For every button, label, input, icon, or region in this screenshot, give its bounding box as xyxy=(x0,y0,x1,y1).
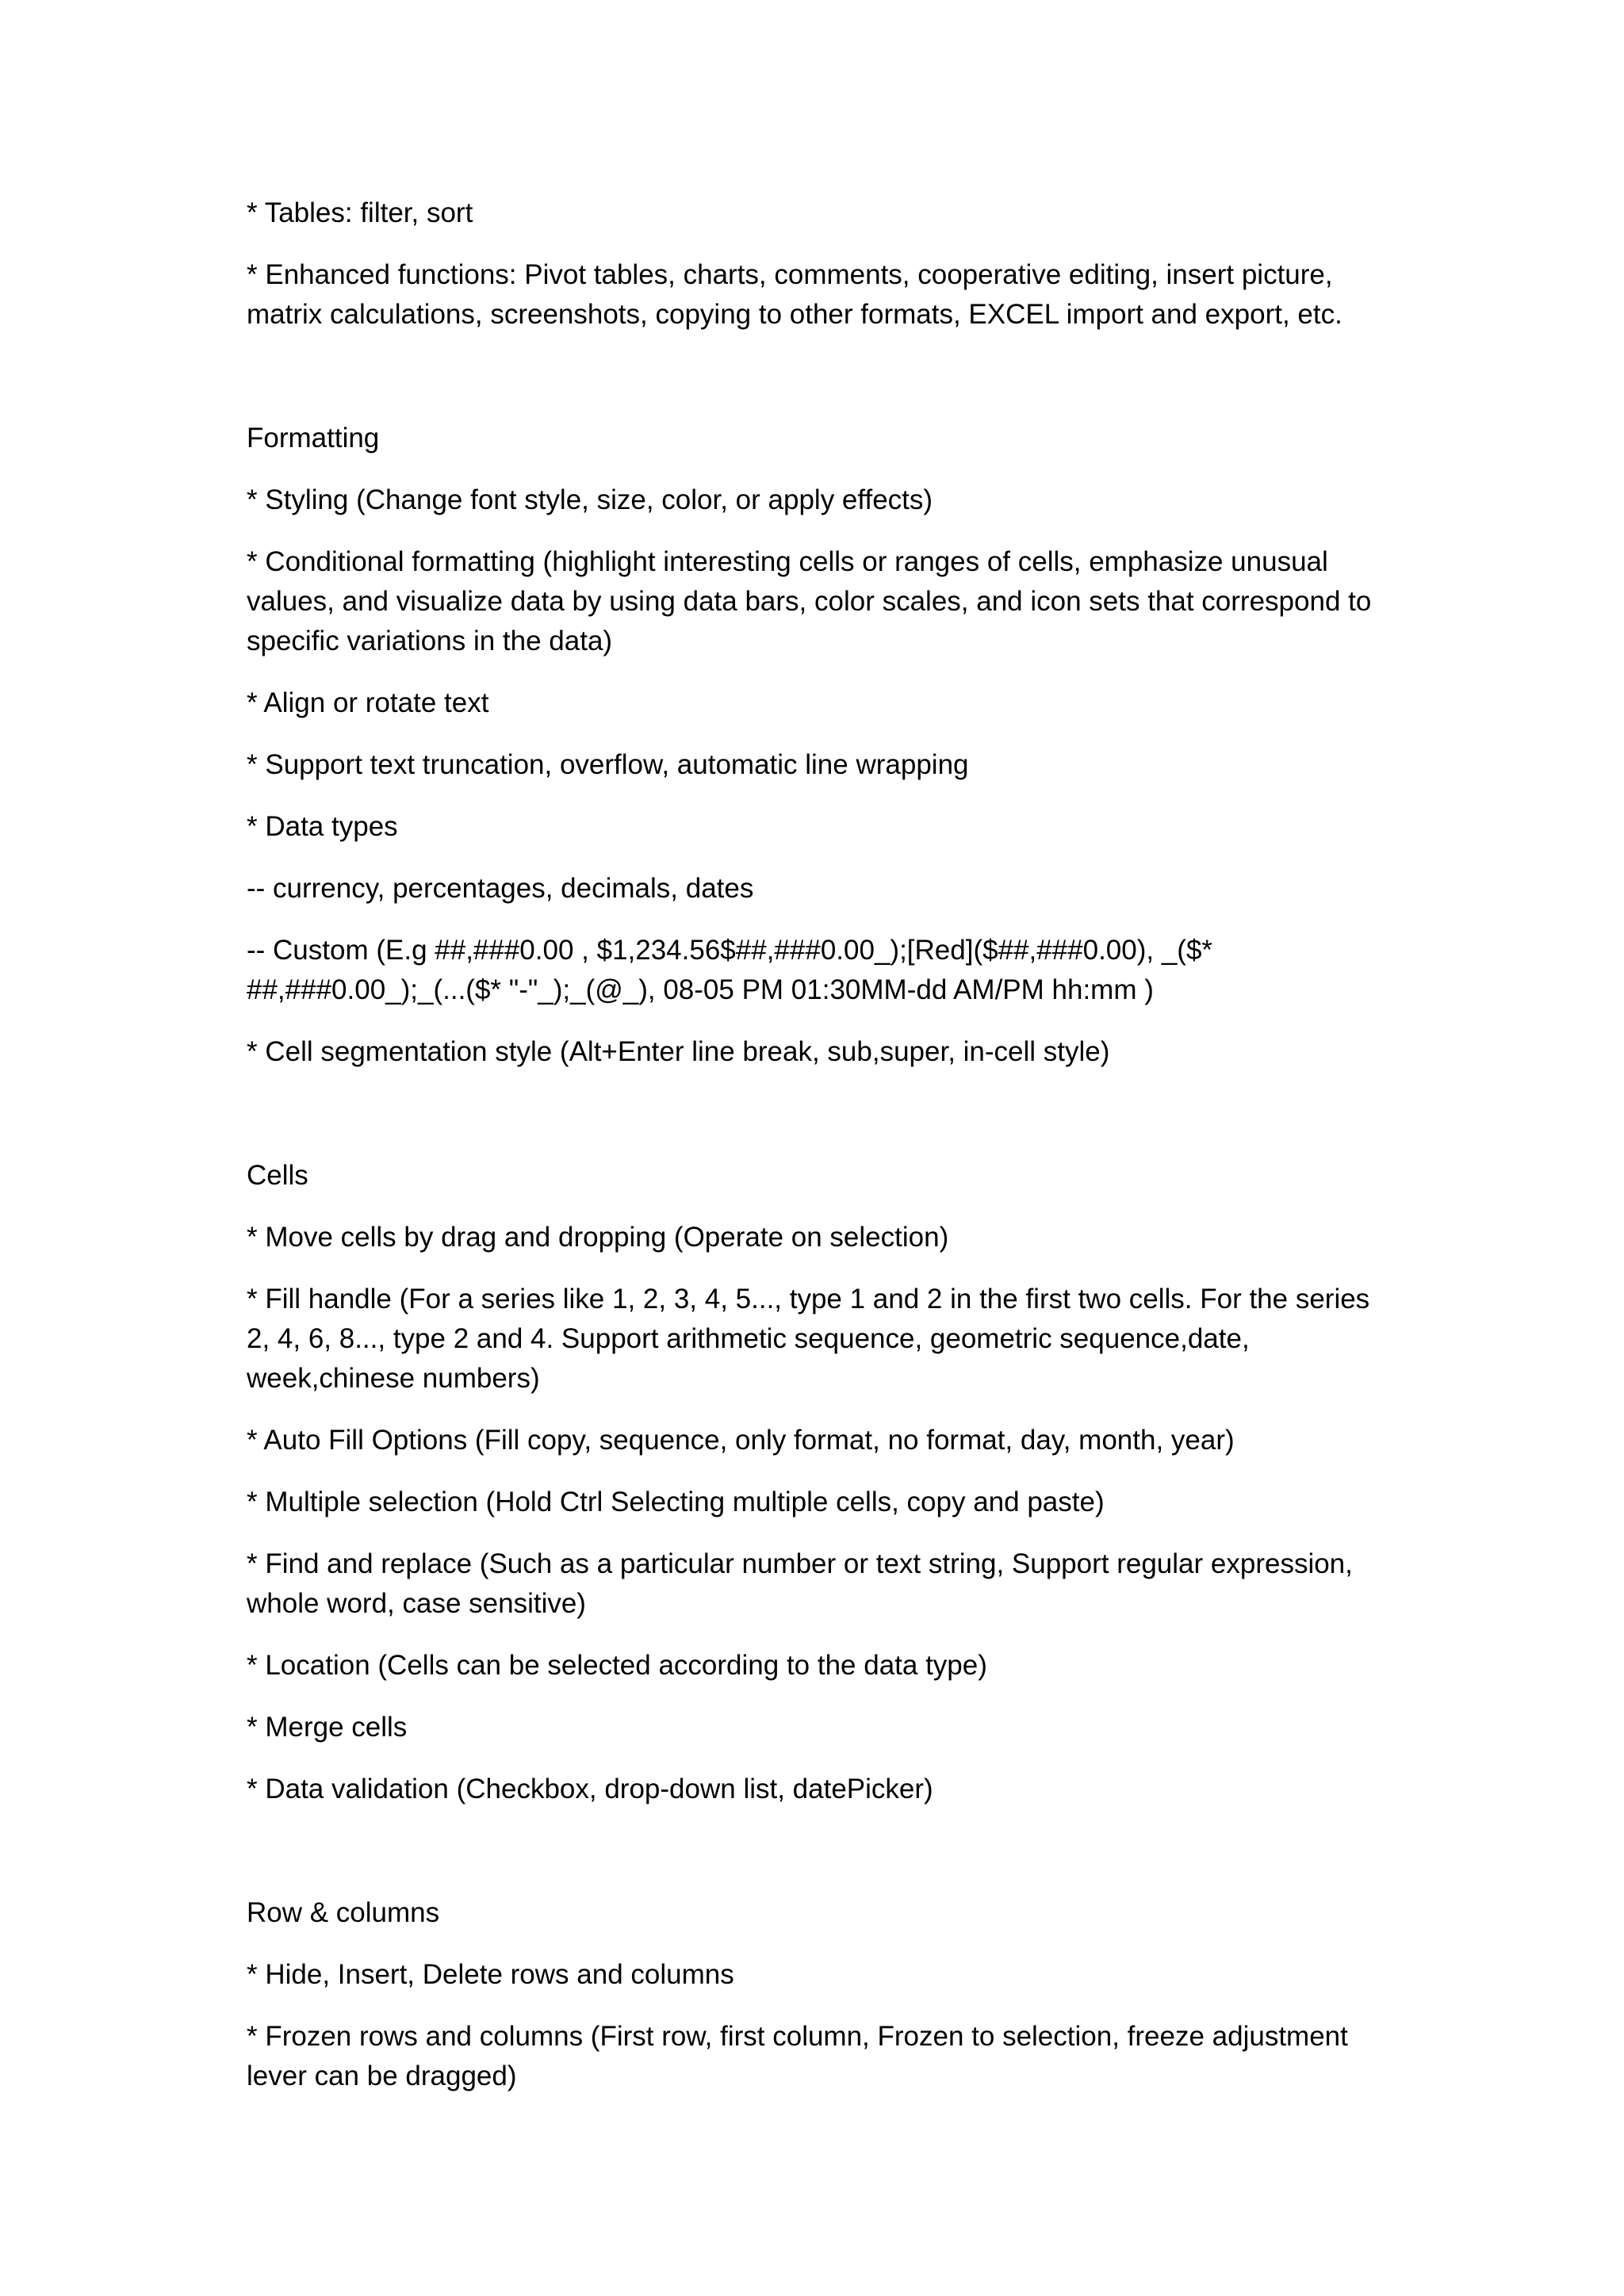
list-item: * Hide, Insert, Delete rows and columns xyxy=(247,1959,734,1990)
list-subitem: -- currency, percentages, decimals, dates xyxy=(247,873,754,904)
list-item: * Data validation (Checkbox, drop-down list, datePicker) xyxy=(247,1774,933,1804)
list-item: * Merge cells xyxy=(247,1712,408,1743)
list-item: * Cell segmentation style (Alt+Enter line break, sub,super, in-cell style) xyxy=(247,1036,1110,1067)
list-item: * Data types xyxy=(247,811,398,842)
list-item-tables: * Tables: filter, sort xyxy=(247,197,473,228)
list-item-enhanced-functions: * Enhanced functions: Pivot tables, charts, comments, cooperative editing, insert picture, matrix calculations, screenshots, copying to other formats, EXCEL import and export, etc. xyxy=(247,259,1342,330)
section-heading-formatting: Formatting xyxy=(247,423,380,453)
list-item: * Styling (Change font style, size, color, or apply effects) xyxy=(247,484,933,515)
section-spacer xyxy=(247,1094,1373,1156)
list-item: * Multiple selection (Hold Ctrl Selecting multiple cells, copy and paste) xyxy=(247,1487,1105,1517)
list-subitem: -- Custom (E.g ##,###0.00 , $1,234.56$##,###0.00_);[Red]($##,###0.00), _($* ##,###0.00_);_(...($* "-"_);_(@_), 08-05 PM 01:30MM-dd AM/PM hh:mm ) xyxy=(247,935,1213,1005)
section-heading-cells: Cells xyxy=(247,1160,308,1191)
list-item: * Support text truncation, overflow, automatic line wrapping xyxy=(247,749,969,780)
list-item: * Fill handle (For a series like 1, 2, 3, 4, 5..., type 1 and 2 in the first two cells. For the series 2, 4, 6, 8..., type 2 and 4. Support arithmetic sequence, geometric sequence,date, week,chinese numbers) xyxy=(247,1284,1370,1394)
list-item: * Frozen rows and columns (First row, first column, Frozen to selection, freeze adjustment lever can be dragged) xyxy=(247,2021,1348,2091)
list-item: * Location (Cells can be selected according to the data type) xyxy=(247,1650,987,1681)
list-item: * Find and replace (Such as a particular number or text string, Support regular expression, whole word, case sensitive) xyxy=(247,1548,1353,1619)
list-item: * Move cells by drag and dropping (Operate on selection) xyxy=(247,1222,949,1253)
section-heading-rows-columns: Row & columns xyxy=(247,1897,440,1928)
list-item: * Align or rotate text xyxy=(247,687,489,718)
list-item: * Auto Fill Options (Fill copy, sequence, only format, no format, day, month, year) xyxy=(247,1425,1235,1456)
list-item: * Conditional formatting (highlight interesting cells or ranges of cells, emphasize unusual values, and visualize data by using data bars, color scales, and icon sets that correspond to specific variations in the data) xyxy=(247,546,1372,656)
document-content xyxy=(247,193,1373,2118)
section-spacer xyxy=(247,357,1373,419)
section-spacer xyxy=(247,1831,1373,1893)
